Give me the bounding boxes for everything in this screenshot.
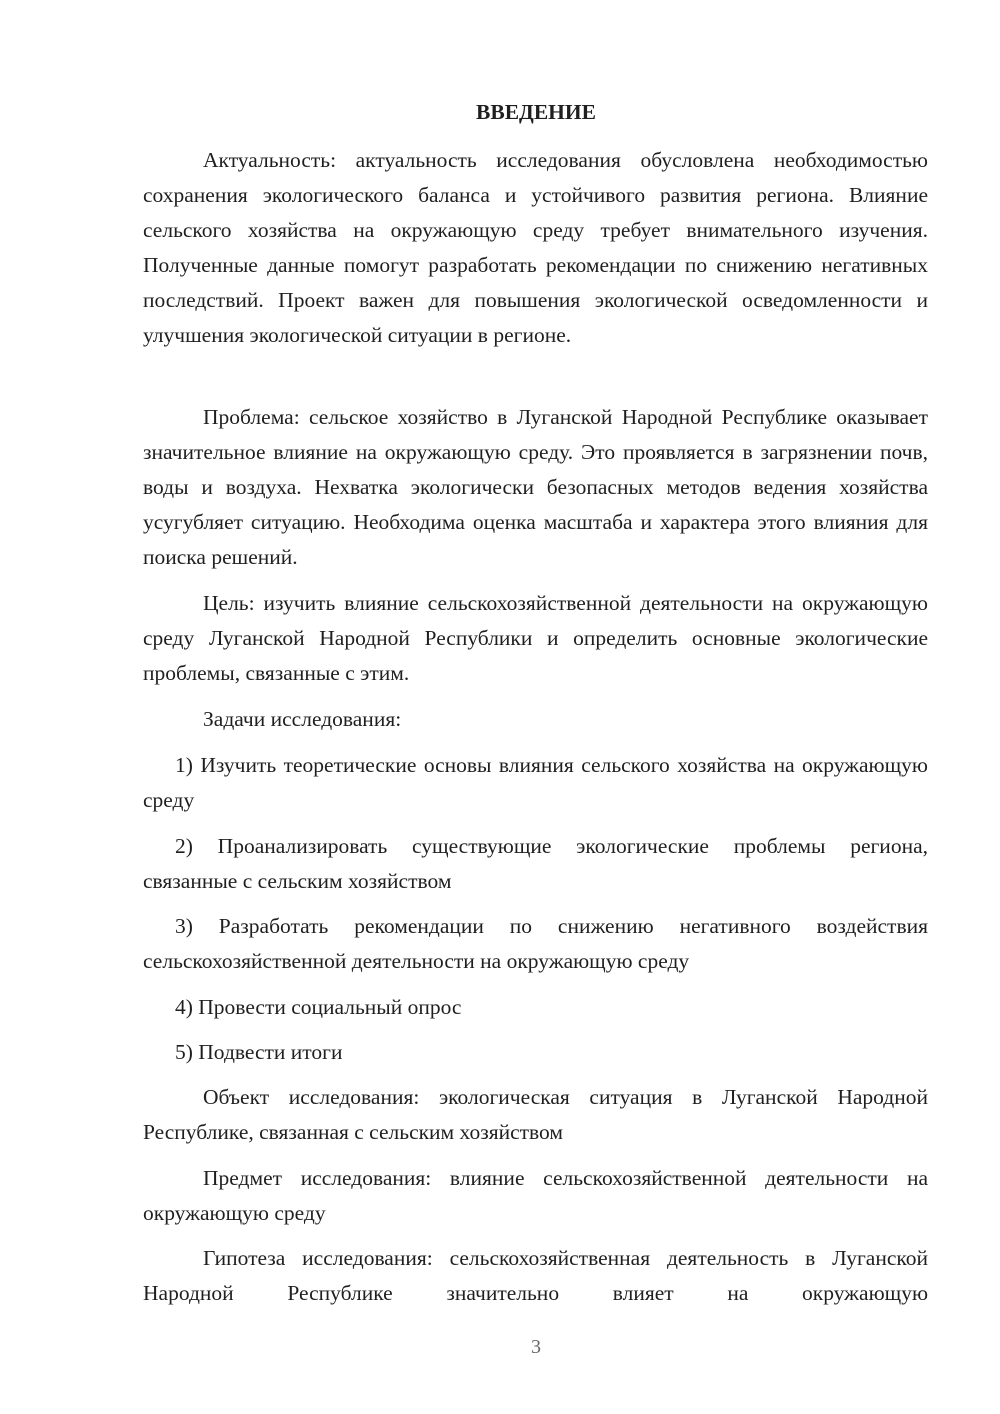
page-number: 3 (531, 1336, 541, 1358)
task-item-4: 4) Провести социальный опрос (175, 995, 462, 1019)
subject-paragraph: Предмет исследования: влияние сельскохозяйственной деятельности на окружающую среду (143, 1166, 928, 1225)
goal-paragraph: Цель: изучить влияние сельскохозяйственной деятельности на окружающую среду Луганской Народной Республики и определить основные экологические проблемы, связанные с этим. (143, 591, 928, 685)
hypothesis-paragraph: Гипотеза исследования: сельскохозяйственная деятельность в Луганской Народной Республике значительно влияет на окружающую (143, 1246, 928, 1305)
task-item-1: 1) Изучить теоретические основы влияния сельского хозяйства на окружающую среду (143, 753, 928, 812)
problem-paragraph: Проблема: сельское хозяйство в Луганской Народной Республике оказывает значительное влияние на окружающую среду. Это проявляется в загрязнении почв, воды и воздуха. Нехватка экологически безопасных методов ведения хозяйства усугубляет ситуацию. Необходима оценка масштаба и характера этого влияния для поиска решений. (143, 405, 928, 569)
object-paragraph: Объект исследования: экологическая ситуация в Луганской Народной Республике, связанная с сельским хозяйством (143, 1085, 928, 1144)
task-item-2: 2) Проанализировать существующие экологические проблемы региона, связанные с сельским хозяйством (143, 834, 928, 893)
tasks-heading: Задачи исследования: (203, 707, 402, 731)
task-item-5: 5) Подвести итоги (175, 1040, 343, 1064)
page-title: ВВЕДЕНИЕ (476, 100, 596, 124)
relevance-paragraph: Актуальность: актуальность исследования обусловлена необходимостью сохранения экологического баланса и устойчивого развития региона. Влияние сельского хозяйства на окружающую среду требует внимательного изучения. Полученные данные помогут разработать рекомендации по снижению негативных последствий. Проект важен для повышения экологической осведомленности и улучшения экологической ситуации в регионе. (143, 148, 928, 347)
task-item-3: 3) Разработать рекомендации по снижению негативного воздействия сельскохозяйственной деятельности на окружающую среду (143, 914, 928, 973)
